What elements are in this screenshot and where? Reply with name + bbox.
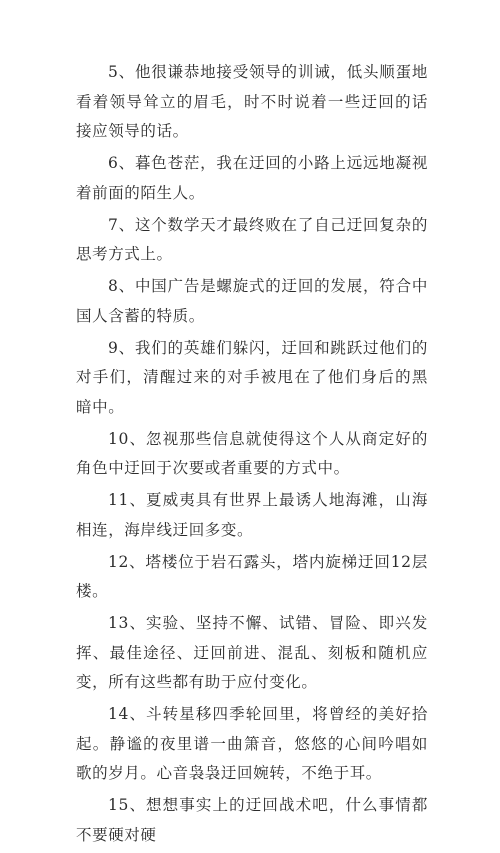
paragraph-12: 12、塔楼位于岩石露头，塔内旋梯迂回12层楼。 [76,552,428,600]
paragraph-14: 14、斗转星移四季轮回里，将曾经的美好拾起。静谧的夜里谱一曲箫音，悠悠的心间吟唱如歌的岁月。心音袅袅迂回婉转，不绝于耳。 [76,705,428,782]
paragraph-7: 7、这个数学天才最终败在了自己迂回复杂的思考方式上。 [76,215,428,263]
paragraph-15: 15、想想事实上的迂回战术吧，什么事情都不要硬对硬 [76,796,428,844]
paragraph-8: 8、中国广告是螺旋式的迂回的发展，符合中国人含蓄的特质。 [76,277,428,325]
paragraph-6: 6、暮色苍茫，我在迂回的小路上远远地凝视着前面的陌生人。 [76,154,428,202]
paragraph-10: 10、忽视那些信息就使得这个人从商定好的角色中迂回于次要或者重要的方式中。 [76,429,428,477]
document-body [76,58,428,853]
paragraph-11: 11、夏威夷具有世界上最诱人地海滩，山海相连，海岸线迂回多变。 [76,491,428,539]
paragraph-5: 5、他很谦恭地接受领导的训诫，低头顺蛋地看着领导耸立的眉毛，时不时说着一些迂回的话接应领导的话。 [76,63,428,140]
paragraph-9: 9、我们的英雄们躲闪，迂回和跳跃过他们的对手们，清醒过来的对手被甩在了他们身后的黑暗中。 [76,338,428,416]
paragraph-13: 13、实验、坚持不懈、试错、冒险、即兴发挥、最佳途径、迂回前进、混乱、刻板和随机应变，所有这些都有助于应付变化。 [76,614,428,691]
